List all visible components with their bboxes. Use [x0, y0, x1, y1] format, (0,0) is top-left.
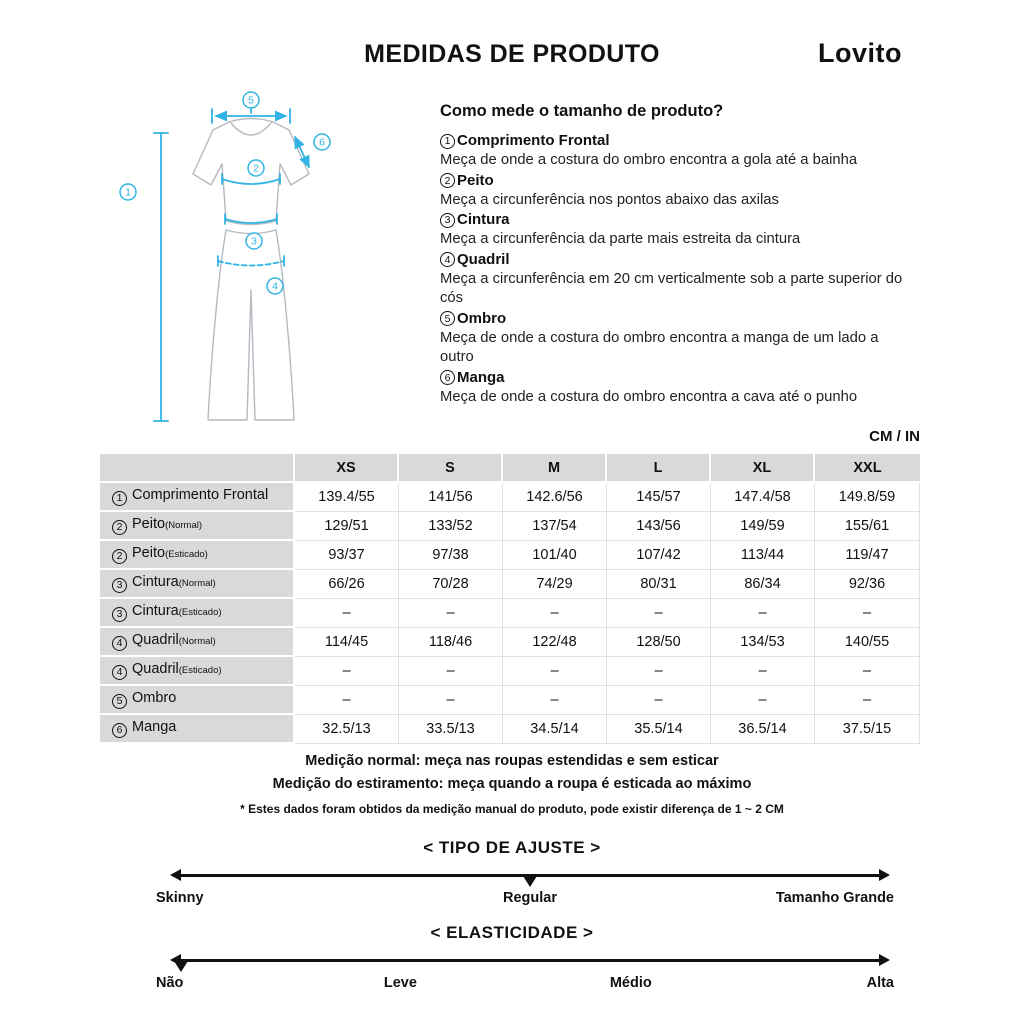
- size-value-cell: 118/46: [399, 628, 503, 657]
- fit-scale-left-arrow-icon: [170, 869, 181, 881]
- table-row: [100, 599, 920, 628]
- size-value-cell: –: [815, 686, 920, 715]
- row-header: [100, 715, 295, 744]
- row-suffix: (Normal): [165, 520, 203, 532]
- size-value-cell: –: [607, 599, 711, 628]
- note-disclaimer: * Estes dados foram obtidos da medição manual do produto, pode existir diferença de 1 ~ 2 CM: [240, 802, 784, 816]
- size-value-cell: 122/48: [503, 628, 607, 657]
- size-value-cell: 137/54: [503, 512, 607, 541]
- fit-label-skinny: Skinny: [156, 890, 204, 906]
- circled-number: 5: [112, 694, 127, 709]
- size-value-cell: 34.5/14: [503, 715, 607, 744]
- corner-cell: [100, 454, 295, 483]
- size-value-cell: 155/61: [815, 512, 920, 541]
- size-value-cell: –: [503, 599, 607, 628]
- measurement-lines: [154, 108, 309, 421]
- size-value-cell: –: [815, 657, 920, 686]
- fit-scale-marker-icon: [523, 876, 537, 887]
- size-value-cell: –: [503, 686, 607, 715]
- row-header: [100, 628, 295, 657]
- row-header: [100, 541, 295, 570]
- table-row: [100, 512, 920, 541]
- measure-name: Ombro: [457, 309, 507, 327]
- size-value-cell: 33.5/13: [399, 715, 503, 744]
- measure-guide-list: [440, 131, 914, 407]
- size-table-head-row: [100, 454, 920, 483]
- size-value-cell: 149/59: [711, 512, 815, 541]
- measure-guide-item: [440, 210, 914, 250]
- row-label: Cintura: [132, 603, 179, 620]
- size-table-body: [100, 483, 920, 744]
- size-value-cell: –: [711, 657, 815, 686]
- row-suffix: (Esticado): [178, 607, 222, 619]
- circled-number: 4: [112, 636, 127, 651]
- measure-name: Comprimento Frontal: [457, 132, 610, 149]
- row-header: [100, 570, 295, 599]
- size-value-cell: 92/36: [815, 570, 920, 599]
- table-row: [100, 483, 920, 512]
- circled-number: 3: [112, 607, 127, 622]
- row-header: [100, 512, 295, 541]
- size-value-cell: 86/34: [711, 570, 815, 599]
- table-row: [100, 541, 920, 570]
- measure-description: Meça a circunferência da parte mais estreita da cintura: [440, 231, 801, 247]
- circled-number: 1: [440, 134, 455, 149]
- row-header: [100, 686, 295, 715]
- size-value-cell: 139.4/55: [295, 483, 399, 512]
- elasticity-scale-line: [176, 959, 884, 962]
- garment-diagram: [98, 90, 340, 426]
- size-table: [100, 454, 920, 744]
- size-column-header: XXL: [815, 454, 920, 483]
- note-normal-measure: Medição normal: meça nas roupas estendidas e sem esticar: [305, 753, 719, 769]
- size-value-cell: 147.4/58: [711, 483, 815, 512]
- size-value-cell: 134/53: [711, 628, 815, 657]
- circled-number: 1: [112, 491, 127, 506]
- circled-number: 4: [440, 252, 455, 267]
- sleeve-arrow-line: [295, 137, 309, 167]
- measure-description: Meça de onde a costura do ombro encontra a cava até o punho: [440, 388, 858, 405]
- measure-description: Meça a circunferência nos pontos abaixo das axilas: [440, 191, 779, 208]
- elasticity-scale-title: < ELASTICIDADE >: [430, 923, 594, 942]
- size-column-header: M: [503, 454, 607, 483]
- size-value-cell: 37.5/15: [815, 715, 920, 744]
- size-value-cell: –: [711, 599, 815, 628]
- fit-label-large: Tamanho Grande: [775, 890, 894, 906]
- circled-number: 6: [440, 370, 455, 385]
- size-value-cell: 143/56: [607, 512, 711, 541]
- measure-guide-item: [440, 171, 914, 211]
- row-label: Comprimento Frontal: [132, 487, 269, 504]
- measure-guide-label: [440, 309, 914, 329]
- measure-guide-label: [440, 131, 914, 151]
- size-value-cell: –: [295, 657, 399, 686]
- table-row: [100, 657, 920, 686]
- size-value-cell: –: [711, 686, 815, 715]
- elasticity-label-alta: Alta: [866, 975, 894, 991]
- size-value-cell: 97/38: [399, 541, 503, 570]
- measure-description: Meça de onde a costura do ombro encontra a manga de um lado a outro: [440, 329, 879, 365]
- size-value-cell: 80/31: [607, 570, 711, 599]
- size-value-cell: –: [295, 686, 399, 715]
- row-header: [100, 657, 295, 686]
- diagram-marker-5-num: 5: [248, 94, 254, 107]
- size-value-cell: 36.5/14: [711, 715, 815, 744]
- page-title: MEDIDAS DE PRODUTO: [364, 40, 660, 68]
- size-value-cell: 149.8/59: [815, 483, 920, 512]
- circled-number: 5: [440, 311, 455, 326]
- circled-number: 2: [112, 520, 127, 535]
- size-value-cell: 107/42: [607, 541, 711, 570]
- circled-number: 3: [112, 578, 127, 593]
- measure-guide-item: [440, 309, 914, 368]
- diagram-marker-2-num: 2: [253, 162, 259, 175]
- row-suffix: (Esticado): [178, 665, 222, 677]
- row-label: Ombro: [132, 690, 177, 707]
- size-value-cell: 128/50: [607, 628, 711, 657]
- size-value-cell: –: [815, 599, 920, 628]
- measure-guide-label: [440, 368, 914, 388]
- size-value-cell: 145/57: [607, 483, 711, 512]
- measure-guide-label: [440, 171, 914, 191]
- row-label: Peito: [132, 516, 166, 533]
- measure-description: Meça a circunferência em 20 cm verticalmente sob a parte superior do cós: [440, 270, 903, 306]
- circled-number: 3: [440, 213, 455, 228]
- size-value-cell: 141/56: [399, 483, 503, 512]
- diagram-markers: [120, 92, 330, 294]
- size-value-cell: 133/52: [399, 512, 503, 541]
- row-suffix: (Normal): [178, 636, 216, 648]
- elasticity-label-leve: Leve: [383, 975, 417, 991]
- row-label: Cintura: [132, 574, 179, 591]
- elasticity-scale-labels: [156, 975, 894, 995]
- diagram-marker-3-num: 3: [251, 235, 257, 248]
- row-suffix: (Esticado): [165, 549, 208, 561]
- size-value-cell: –: [607, 686, 711, 715]
- size-value-cell: –: [607, 657, 711, 686]
- fit-scale-track: [170, 868, 890, 890]
- size-column-header: XL: [711, 454, 815, 483]
- size-value-cell: –: [295, 599, 399, 628]
- size-value-cell: 74/29: [503, 570, 607, 599]
- measure-guide-item: [440, 131, 914, 171]
- diagram-marker-6-num: 6: [319, 136, 325, 149]
- size-value-cell: 119/47: [815, 541, 920, 570]
- size-value-cell: 129/51: [295, 512, 399, 541]
- measure-guide: [440, 102, 914, 407]
- size-value-cell: 142.6/56: [503, 483, 607, 512]
- circled-number: 4: [112, 665, 127, 680]
- hip-line: [218, 261, 284, 266]
- measure-description: Meça de onde a costura do ombro encontra a gola até a bainha: [440, 152, 858, 168]
- size-value-cell: 114/45: [295, 628, 399, 657]
- size-value-cell: 140/55: [815, 628, 920, 657]
- row-suffix: (Normal): [178, 578, 216, 590]
- size-value-cell: –: [399, 657, 503, 686]
- size-value-cell: –: [399, 686, 503, 715]
- diagram-marker-4-num: 4: [272, 280, 278, 293]
- measure-name: Cintura: [457, 211, 510, 228]
- fit-scale: [0, 838, 1024, 910]
- table-row: [100, 628, 920, 657]
- diagram-marker-1-num: 1: [125, 186, 131, 199]
- size-column-header: L: [607, 454, 711, 483]
- size-value-cell: –: [503, 657, 607, 686]
- row-label: Quadril: [132, 661, 179, 678]
- row-header: [100, 599, 295, 628]
- notes: [0, 750, 1024, 816]
- note-stretch-measure: Medição do estiramento: meça quando a roupa é esticada ao máximo: [272, 776, 752, 792]
- circled-number: 2: [440, 173, 455, 188]
- fit-label-regular: Regular: [503, 890, 557, 906]
- size-value-cell: 70/28: [399, 570, 503, 599]
- elasticity-scale-marker-icon: [174, 961, 188, 972]
- measure-guide-item: [440, 250, 914, 309]
- measure-guide-item: [440, 368, 914, 408]
- size-column-header: S: [399, 454, 503, 483]
- measure-name: Peito: [457, 171, 494, 189]
- size-value-cell: 93/37: [295, 541, 399, 570]
- circled-number: 6: [112, 723, 127, 738]
- size-value-cell: –: [399, 599, 503, 628]
- row-label: Quadril: [132, 632, 179, 649]
- measure-name: Manga: [457, 368, 505, 386]
- circled-number: 2: [112, 549, 127, 564]
- unit-label: CM / IN: [869, 428, 920, 445]
- fit-scale-title: < TIPO DE AJUSTE >: [423, 838, 601, 857]
- brand-logo: Lovito: [818, 38, 902, 68]
- row-header: [100, 483, 295, 512]
- table-row: [100, 715, 920, 744]
- fit-scale-right-arrow-icon: [879, 869, 890, 881]
- size-value-cell: 101/40: [503, 541, 607, 570]
- row-label: Manga: [132, 719, 177, 736]
- size-column-header: XS: [295, 454, 399, 483]
- size-value-cell: 35.5/14: [607, 715, 711, 744]
- elasticity-scale-right-arrow-icon: [879, 954, 890, 966]
- elasticity-label-medio: Médio: [609, 975, 652, 991]
- measure-guide-label: [440, 250, 914, 270]
- elasticity-label-nao: Não: [156, 975, 184, 991]
- chest-line: [222, 179, 280, 184]
- measure-guide-label: [440, 210, 914, 230]
- fit-scale-labels: [156, 890, 894, 910]
- table-row: [100, 686, 920, 715]
- row-label: Peito: [132, 545, 166, 562]
- measure-name: Quadril: [457, 250, 510, 268]
- elasticity-scale: [0, 923, 1024, 995]
- size-value-cell: 66/26: [295, 570, 399, 599]
- table-row: [100, 570, 920, 599]
- size-value-cell: 32.5/13: [295, 715, 399, 744]
- elasticity-scale-track: [170, 953, 890, 975]
- size-value-cell: 113/44: [711, 541, 815, 570]
- measure-guide-heading: Como mede o tamanho de produto?: [440, 102, 724, 120]
